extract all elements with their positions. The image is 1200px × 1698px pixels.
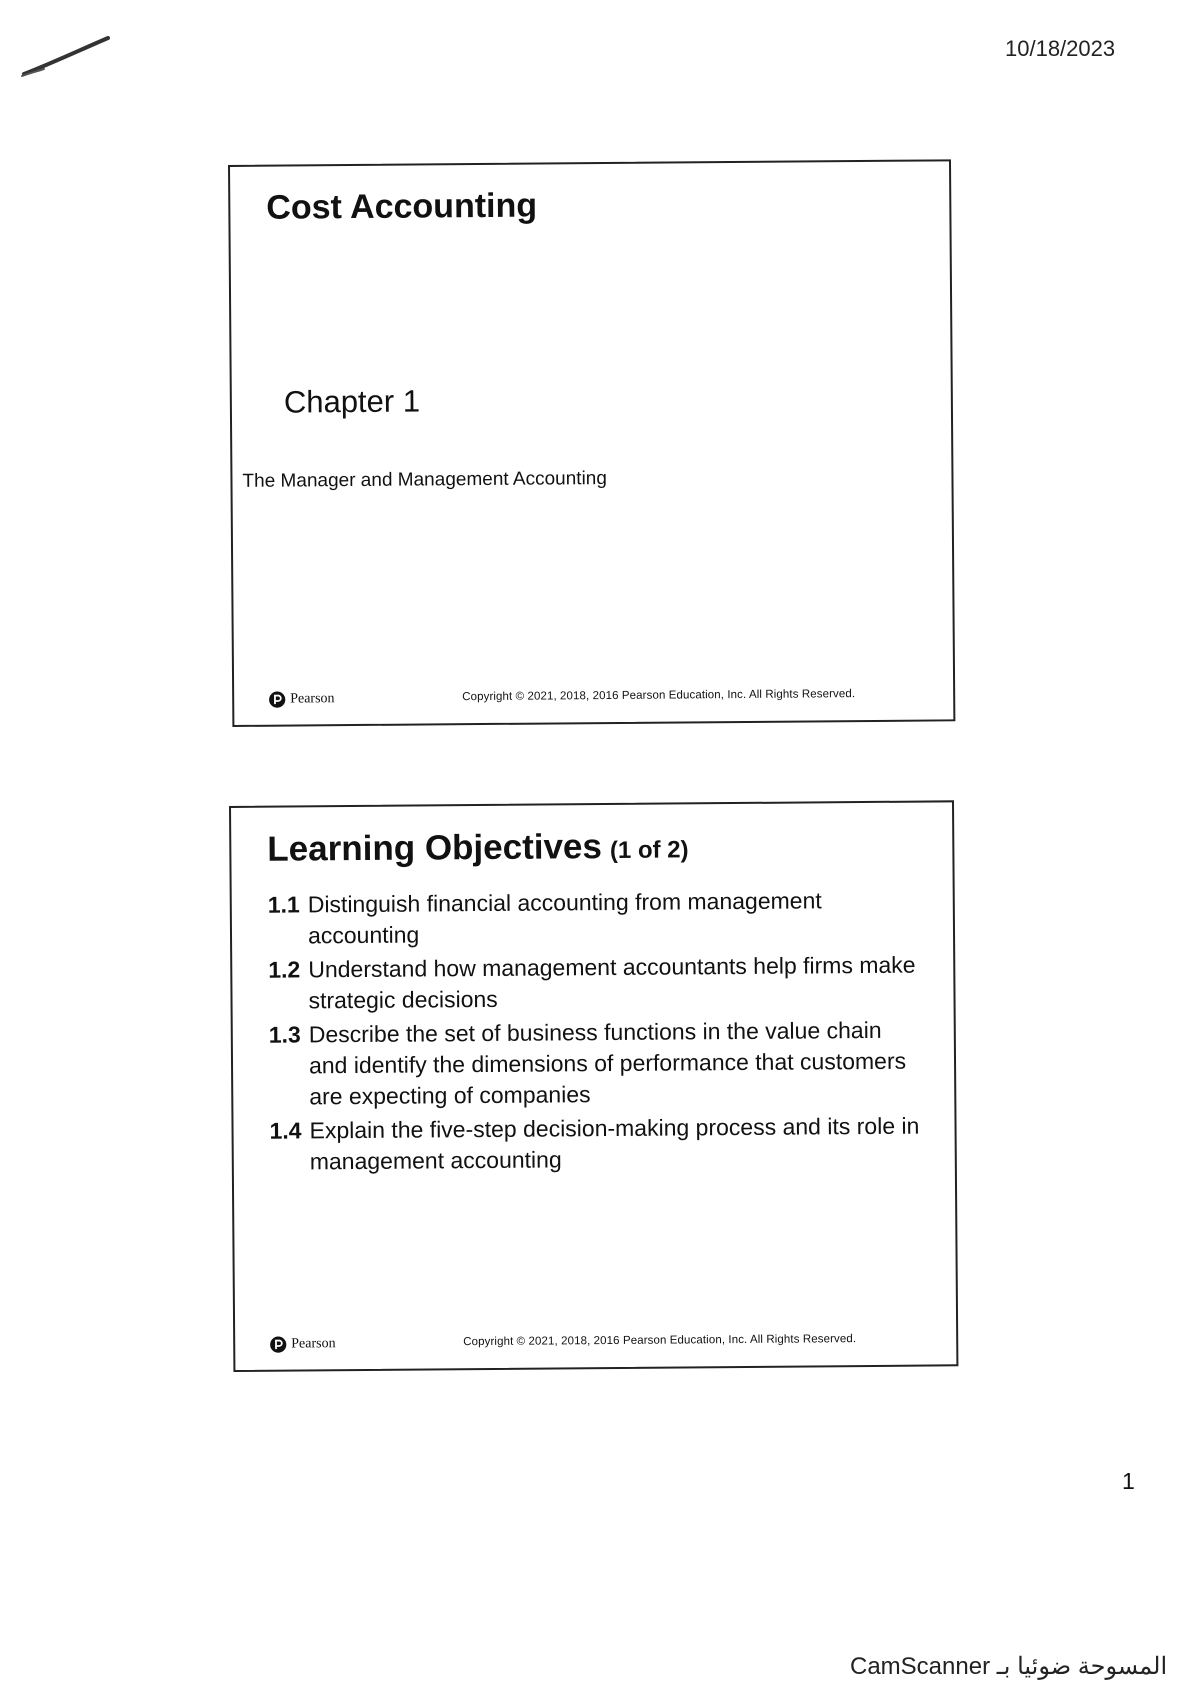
pearson-logo-icon: [268, 691, 286, 709]
objective-text: Describe the set of business functions in the value chain and identify the dimensions of performance that customers are expecting of companies: [308, 1016, 907, 1110]
objective-text: Explain the five-step decision-making process and its role in management accounting: [309, 1112, 920, 1175]
objective-item: [269, 1111, 919, 1178]
slide-footer: [269, 1331, 924, 1358]
scanner-watermark: CamScanner المسوحة ضوئيا بـ: [850, 1653, 1168, 1680]
slide-title: Cost Accounting: [266, 186, 538, 227]
objective-number: 1.1: [267, 891, 300, 918]
pearson-label: Pearson: [290, 691, 335, 707]
slide-title-page: [228, 159, 955, 727]
scan-date: 10/18/2023: [1005, 36, 1116, 61]
objective-number: 1.4: [269, 1117, 302, 1144]
chapter-subtitle: The Manager and Management Accounting: [242, 468, 607, 492]
objectives-list: [268, 885, 920, 1181]
pearson-label: Pearson: [291, 1336, 336, 1352]
objective-item: [269, 1015, 920, 1113]
slide-title: [267, 826, 689, 869]
chapter-label: Chapter 1: [283, 383, 421, 420]
objective-number: 1.2: [268, 956, 301, 983]
objective-number: 1.3: [268, 1021, 301, 1048]
objective-item: [268, 950, 918, 1017]
objective-item: [268, 885, 918, 952]
page-number: 1: [1122, 1468, 1135, 1494]
slide-footer: [268, 686, 921, 713]
pearson-brand: [268, 690, 334, 709]
pen-mark-icon: [20, 30, 110, 80]
slide-title-text: Learning Objectives: [267, 827, 603, 869]
pearson-logo-icon: [269, 1336, 287, 1354]
objective-text: Distinguish financial accounting from management accounting: [307, 887, 822, 949]
copyright-text: Copyright © 2021, 2018, 2016 Pearson Education, Inc. All Rights Reserved.: [463, 1333, 857, 1349]
slide-learning-objectives: [229, 800, 958, 1372]
pearson-brand: [269, 1335, 335, 1354]
copyright-text: Copyright © 2021, 2018, 2016 Pearson Education, Inc. All Rights Reserved.: [462, 688, 856, 704]
slide-title-part: (1 of 2): [609, 836, 689, 865]
objective-text: Understand how management accountants help firms make strategic decisions: [308, 951, 916, 1014]
